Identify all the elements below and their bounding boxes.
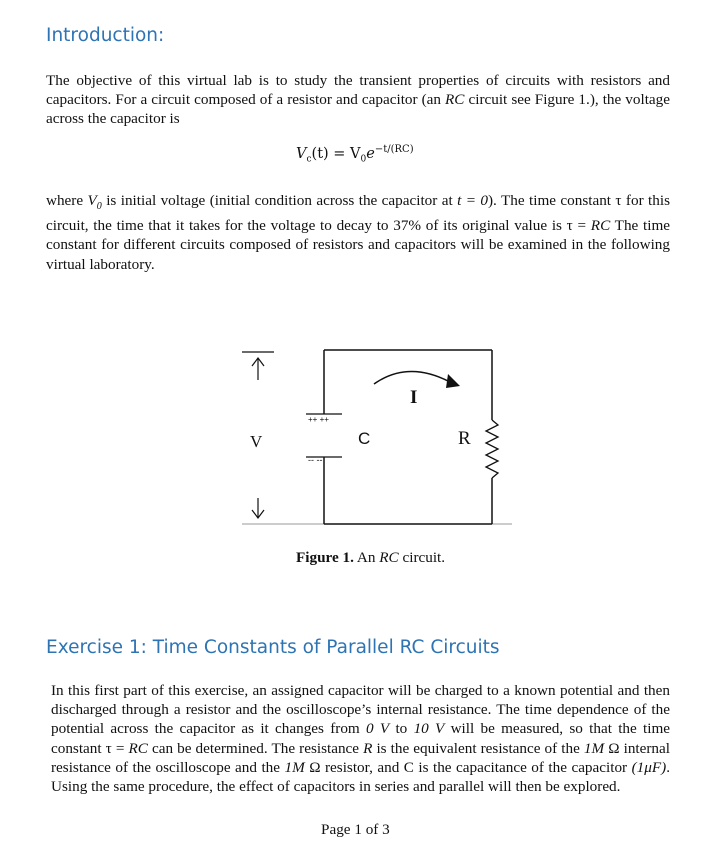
exercise-1-heading: Exercise 1: Time Constants of Parallel RC Circuits (46, 637, 500, 658)
introduction-paragraph-2: where $V_0$ is initial voltage (initial condition across the capacitor at t = 0). The time constant τ for this circuit, the time that it takes for the voltage to decay to 37% of its original value is τ = RC The time constant for different circuits composed of resistors and capacitors will be examined in the following virtual laboratory. (46, 192, 670, 273)
resistor-zigzag-icon (486, 420, 498, 478)
capacitor-minus-signs: -- -- (308, 455, 323, 465)
capacitor-voltage-equation: $V_c(t) = V_0e^{-t/(RC)}$ (296, 144, 414, 165)
rc-circuit-diagram (228, 340, 518, 536)
capacitor-plus-signs: ++ ++ (308, 415, 329, 424)
current-arc (374, 371, 450, 384)
voltage-label: V (250, 432, 263, 451)
current-arrowhead-icon (446, 374, 460, 388)
introduction-paragraph-1: The objective of this virtual lab is to study the transient properties of circuits with resistors and capacitors. For a circuit composed of a resistor and capacitor (an RC circuit see Figure 1.), the voltage across the capacitor is (46, 72, 671, 128)
introduction-heading: Introduction: (46, 25, 165, 46)
current-label: I (410, 387, 418, 408)
capacitor-label: C (358, 429, 371, 448)
resistor-label: R (458, 428, 471, 449)
page-number: Page 1 of 3 (321, 821, 390, 838)
exercise-1-paragraph: In this first part of this exercise, an assigned capacitor will be charged to a known potential and then discharged through a resistor and the oscilloscope’s internal resistance. The time dependence of the potential across the capacitor as it changes from 0 V to 10 V will be measured, so that the time constant τ = RC can be determined. The resistance R is the equivalent resistance of the 1M Ω internal resistance of the oscilloscope and the 1M Ω resistor, and C is the capacitance of the capacitor (1μF). Using the same procedure, the effect of capacitors in series and parallel will then be explored. (51, 682, 671, 796)
figure-caption: Figure 1. An RC circuit. (296, 549, 446, 566)
rc-circuit-figure (228, 340, 518, 536)
